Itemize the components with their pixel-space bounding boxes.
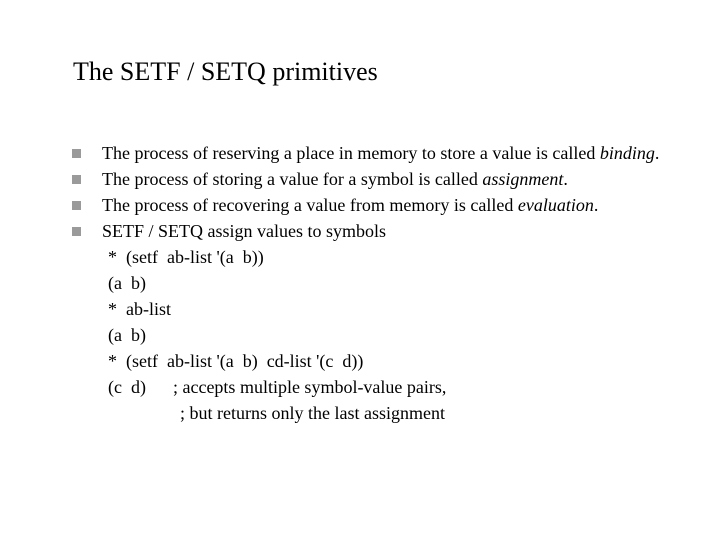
bullet-text-pre: The process of reserving a place in memory to store a value is called bbox=[102, 143, 600, 163]
bullet-text-pre: SETF / SETQ assign values to symbols bbox=[102, 221, 387, 241]
bullet-item-assignment bbox=[70, 166, 690, 192]
code-line: (c d) ; accepts multiple symbol-value pairs, bbox=[108, 377, 447, 397]
bullet-text bbox=[102, 140, 690, 166]
code-line: (a b) bbox=[108, 325, 146, 345]
code-line: * (setf ab-list '(a b)) bbox=[108, 247, 264, 267]
square-bullet-icon bbox=[72, 227, 81, 236]
bullet-text bbox=[102, 166, 690, 192]
code-line: * ab-list bbox=[108, 299, 171, 319]
bullet-text-post: . bbox=[593, 195, 599, 215]
code-line: ; but returns only the last assignment bbox=[108, 403, 445, 423]
bullet-text-post: . bbox=[654, 143, 660, 163]
square-bullet-icon bbox=[72, 201, 81, 210]
bullet-text-post: . bbox=[563, 169, 568, 189]
bullet-list bbox=[70, 140, 690, 426]
bullet-term: evaluation bbox=[517, 195, 594, 215]
bullet-term: binding bbox=[599, 143, 655, 163]
slide-title: The SETF / SETQ primitives bbox=[73, 57, 378, 86]
code-example bbox=[102, 244, 690, 426]
bullet-text bbox=[102, 192, 690, 218]
code-line: (a b) bbox=[108, 273, 146, 293]
bullet-item-setf bbox=[70, 218, 690, 426]
bullet-item-evaluation bbox=[70, 192, 690, 218]
code-line: * (setf ab-list '(a b) cd-list '(c d)) bbox=[108, 351, 364, 371]
square-bullet-icon bbox=[72, 175, 81, 184]
bullet-text-pre: The process of recovering a value from memory is called bbox=[102, 195, 518, 215]
bullet-text-pre: The process of storing a value for a symbol is called bbox=[102, 169, 483, 189]
square-bullet-icon bbox=[72, 149, 81, 158]
bullet-item-binding bbox=[70, 140, 690, 166]
bullet-text bbox=[102, 218, 690, 244]
bullet-term: assignment bbox=[482, 169, 564, 189]
